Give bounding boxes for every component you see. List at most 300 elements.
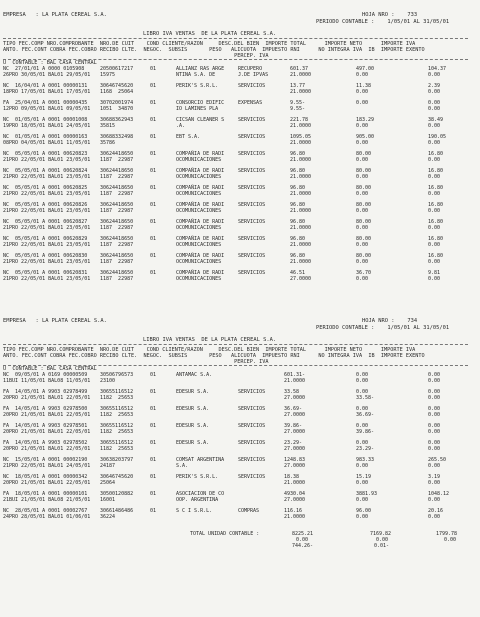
cell-b2: 15975 [100,72,116,78]
total-net: 7169.82 [370,531,392,537]
cell-a2: 21PRO 22/05/01 BAL01 23/05/01 [3,225,91,231]
column-headers-1: TIPO FEC.COMP NRO.COMPROBANTE NRO.DE CUIT COND CLIENTE/RAZON DESC.DEL BIEN IMPORTE TOTAL IMPORTE NETO IMPORTE IVA [3,347,416,353]
cell-e: SERVICIOS [238,117,266,123]
cell-f2: 21.0000 [290,123,312,129]
cell-a2: 18PRO 17/05/01 BAL01 17/05/01 [3,89,91,95]
cell-a: NC 01/05/01 A 0001 00001008 [3,117,88,123]
total-amount-2: 0.00 [296,537,309,543]
cell-g2: 0.00 [356,480,369,486]
cell-h2: 0.00 [428,106,441,112]
cell-f2: 27.0000 [284,412,306,418]
cell-h2: 0.00 [428,140,441,146]
cell-c: 01 [150,406,157,412]
cell-c: 01 [150,83,157,89]
cell-e: SERVICIOS [238,406,266,412]
cell-f2: 27.0000 [284,463,306,469]
cell-g: 80.00 [356,236,372,242]
cell-f2: 21.0000 [290,225,312,231]
cell-b: 30688332498 [100,134,134,140]
cell-a: NC 05/05/01 A 0001 00620823 [3,151,88,157]
cell-a: NC 09/05/01 A 0169 00000509 [3,372,88,378]
table-row [0,67,480,84]
cell-g2: 0.00 [356,191,369,197]
cell-b: 30624418650 [100,185,134,191]
cell-b2: 1182 25653 [100,429,134,435]
cell-c: 01 [150,66,157,72]
cell-h2: 0.00 [428,72,441,78]
cell-e: SERVICIOS [238,423,266,429]
cell-c: 01 [150,117,157,123]
cell-f: 96.80 [290,219,306,225]
cell-b: 30655116512 [100,423,134,429]
cell-g: 0.00 [356,423,369,429]
cell-d2: OCOMUNICACIONES [176,208,222,214]
cell-d: CONSORCIO EDIFIC [176,100,225,106]
cell-e: SERVICIOS [238,457,266,463]
cell-f2: 21.0000 [290,191,312,197]
cell-e: SERVICIOS [238,236,266,242]
cell-d: ALLIANZ RAS ARGE [176,66,225,72]
cell-g: 80.00 [356,253,372,259]
cell-c: 01 [150,440,157,446]
accounting-unit: U CONTABLE : BAL CASA CENTRAL [3,366,97,372]
cell-c: 01 [150,236,157,242]
cell-d: COMPAÑIA DE RADI [176,219,225,225]
cell-a2: 24PRO 28/05/01 BAL01 01/06/01 [3,514,91,520]
cell-a2: 21PRO 22/05/01 BAL01 23/05/01 [3,259,91,265]
cell-d: COMPAÑIA DE RADI [176,168,225,174]
table-row [0,441,480,458]
cell-f: 1095.05 [290,134,312,140]
cell-b2: 1187 22987 [100,242,134,248]
cell-d: COMPAÑIA DE RADI [176,270,225,276]
total-iva-2: 0.00 [444,537,457,543]
cell-b2: 36224 [100,514,116,520]
cell-a2: 21PRO 22/05/01 BAL01 23/05/01 [3,191,91,197]
cell-f2: 21.0000 [290,242,312,248]
cell-f2: 21.0000 [290,72,312,78]
cell-e: SERVICIOS [238,440,266,446]
table-row [0,407,480,424]
cell-g: 0.00 [356,440,369,446]
cell-h2: 0.00 [428,395,441,401]
cell-h: 1048.12 [428,491,450,497]
cell-h2: 0.00 [428,174,441,180]
cell-b: 30655116512 [100,440,134,446]
cell-g2: 0.00 [356,497,369,503]
cell-g2: 0.00 [356,378,369,384]
cell-h: 190.05 [428,134,447,140]
cell-b: 30702001974 [100,100,134,106]
cell-a: NC 05/05/01 A 0001 00620827 [3,219,88,225]
cell-h2: 0.00 [428,208,441,214]
cell-a: NC 15/05/01 A 0001 00002190 [3,457,88,463]
cell-f: 39.86- [284,423,303,429]
cell-h: 16.80 [428,202,444,208]
header-rule [3,344,468,345]
cell-h: 0.00 [428,372,441,378]
cell-g2: 0.00 [356,72,369,78]
table-row [0,84,480,101]
cell-b2: 1187 22987 [100,208,134,214]
column-headers-2: ANTO. FEC.CONT COBRA FEC.COBRO RECIBO CLTE. NEGOC. SUBSIS PESO ALICUOTA IMPUESTO RNI NO INTEGRA IVA IB IMPORTE EXENTO [3,353,425,359]
cell-f2: 27.0000 [284,446,306,452]
cell-g: 3881.93 [356,491,378,497]
cell-h: 0.00 [428,406,441,412]
cell-b: 30624418650 [100,253,134,259]
cell-g: 0.00 [356,100,369,106]
cell-d: EDESUR S.A. [176,406,210,412]
totals-label: TOTAL UNIDAD CONTABLE : [190,531,260,537]
cell-d: PERIK'S S.R.L. [176,83,219,89]
cell-h: 16.80 [428,253,444,259]
cell-c: 01 [150,134,157,140]
cell-e: SERVICIOS [238,83,266,89]
cell-d2: OCOMUNICACIONES [176,259,222,265]
company-line: EMPRESA : LA PLATA CEREAL S.A. [3,12,107,18]
cell-h2: 0.00 [428,412,441,418]
cell-g2: 0.00 [356,242,369,248]
cell-f: 96.80 [290,151,306,157]
cell-g2: 0.00 [356,514,369,520]
cell-g2: 36.69- [356,412,375,418]
cell-e: COMPRAS [238,508,260,514]
cell-f: 1248.83 [284,457,306,463]
cell-b2: 35786 [100,140,116,146]
cell-h2: 0.00 [428,225,441,231]
cell-g2: 33.58- [356,395,375,401]
cell-g: 0.00 [356,389,369,395]
cell-d: EDESUR S.A. [176,423,210,429]
cell-a: NC 18/05/01 A 0001 00000342 [3,474,88,480]
cell-h2: 0.00 [428,463,441,469]
cell-b: 20500617217 [100,66,134,72]
cell-a: NC 05/05/01 A 0001 00620826 [3,202,88,208]
cell-g2: 0.00 [356,140,369,146]
cell-b: 30638203797 [100,457,134,463]
cell-b2: 1168 25064 [100,89,134,95]
cell-f2: 21.0000 [290,157,312,163]
cell-a2: 21PRO 22/05/01 BAL01 23/05/01 [3,208,91,214]
cell-b2: 1187 22987 [100,276,134,282]
cell-d2: OCOMUNICACIONES [176,157,222,163]
cell-b: 30655116512 [100,406,134,412]
cell-g: 80.00 [356,202,372,208]
table-row [0,424,480,441]
cell-a2: 20PRO 21/05/01 BAL01 22/05/01 [3,395,91,401]
cell-a2: 12PRO 09/05/01 BAL01 09/05/01 [3,106,91,112]
cell-h2: 0.00 [428,242,441,248]
cell-g2: 0.00 [356,157,369,163]
cell-b2: 1187 22987 [100,174,134,180]
cell-f: 116.16 [284,508,303,514]
cell-f2: 21.0000 [284,514,306,520]
cell-e2: J.DE IPVAS [238,72,269,78]
cell-d: S C I S.R.L. [176,508,213,514]
cell-c: 01 [150,389,157,395]
cell-b2: 1187 22987 [100,225,134,231]
cell-b2: 1051 34870 [100,106,134,112]
cell-b: 30646745620 [100,474,134,480]
cell-d2: IO LAMINES PLA [176,106,219,112]
cell-c: 01 [150,474,157,480]
column-headers-2: ANTO. FEC.CONT COBRA FEC.COBRO RECIBO CLTE. NEGOC. SUBSIS PESO ALICUOTA IMPUESTO RNI NO INTEGRA IVA IB IMPORTE EXENTO [3,47,425,53]
cell-b2: 35815 [100,123,116,129]
cell-g: 0.00 [356,406,369,412]
cell-h: 3.19 [428,474,441,480]
cell-c: 01 [150,202,157,208]
cell-d2: OCOMUNICACIONES [176,174,222,180]
cell-f: 96.80 [290,253,306,259]
cell-h: 9.81 [428,270,441,276]
cell-b2: 1182 25653 [100,395,134,401]
cell-a: NC 05/05/01 A 0001 00620831 [3,270,88,276]
cell-a2: 20PRO 21/05/01 BAL01 22/05/01 [3,429,91,435]
table-row [0,492,480,509]
cell-c: 01 [150,372,157,378]
accounting-period: PERIODO CONTABLE : 1/05/01 AL 31/05/01 [316,325,450,331]
cell-g: 80.00 [356,168,372,174]
cell-a2: 21PRO 22/05/01 BAL01 23/05/01 [3,174,91,180]
cell-b2: 23100 [100,378,116,384]
cell-f: 4930.04 [284,491,306,497]
cell-g: 80.00 [356,219,372,225]
cell-d2: OCOMUNICACIONES [176,191,222,197]
cell-e: SERVICIOS [238,389,266,395]
cell-g2: 23.29- [356,446,375,452]
cell-d2: OCOMUNICACIONES [176,225,222,231]
cell-f: 36.69- [284,406,303,412]
cell-h: 16.80 [428,151,444,157]
cell-f: 33.58 [284,389,300,395]
cell-b2: 1187 22987 [100,191,134,197]
cell-g: 11.38 [356,83,372,89]
column-headers-3: PERCEP. IVA [3,359,269,365]
cell-c: 01 [150,219,157,225]
cell-e: SERVICIOS [238,474,266,480]
cell-d: EBT S.A. [176,134,201,140]
table-row [0,220,480,237]
cell-b: 30655116512 [100,389,134,395]
cell-g2: 0.00 [356,174,369,180]
cell-f2: 27.0000 [284,429,306,435]
cell-a: NC 01/05/01 A 0001 00000163 [3,134,88,140]
cell-a: FA 14/05/01 A 9903 02978500 [3,406,88,412]
table-row [0,135,480,152]
cell-h: 16.80 [428,185,444,191]
cell-h: 20.16 [428,508,444,514]
cell-c: 01 [150,457,157,463]
cell-h: 16.80 [428,236,444,242]
cell-b: 30624418650 [100,219,134,225]
cell-b: 30624418650 [100,236,134,242]
cell-f: 13.77 [290,83,306,89]
cell-h2: 0.00 [428,276,441,282]
cell-b2: 1187 22987 [100,157,134,163]
cell-a: NC 27/01/01 A 0000 0105908 [3,66,85,72]
cell-a2: 20PRO 21/05/01 BAL01 22/05/01 [3,446,91,452]
cell-g2: 0.00 [356,463,369,469]
cell-e: SERVICIOS [238,270,266,276]
table-row [0,118,480,135]
cell-h: 104.37 [428,66,447,72]
table-row [0,203,480,220]
cell-f2: 21.0000 [284,480,306,486]
cell-a2: 20PRO 21/05/01 BAL01 22/05/01 [3,412,91,418]
cell-h2: 0.00 [428,191,441,197]
cell-g: 497.00 [356,66,375,72]
cell-b: 30500120882 [100,491,134,497]
cell-g2: 0.00 [356,259,369,265]
cell-d2: OCOMUNICACIONES [176,242,222,248]
cell-f2: 27.0000 [284,395,306,401]
cell-b2: 1187 22987 [100,259,134,265]
total-net-3: 0.01- [374,543,390,549]
table-row [0,509,480,526]
cell-e: SERVICIOS [238,168,266,174]
cell-h2: 0.00 [428,123,441,129]
cell-e: SERVICIOS [238,134,266,140]
sheet-number: HOJA NRO : 734 [362,318,418,324]
company-line: EMPRESA : LA PLATA CEREAL S.A. [3,318,107,324]
cell-h2: 0.00 [428,446,441,452]
cell-f: 601.37 [290,66,309,72]
cell-a: NC 28/05/01 A 0001 00002767 [3,508,88,514]
cell-b: 30646745620 [100,83,134,89]
cell-d2: S.A. [176,463,189,469]
cell-b2: 1182 25653 [100,412,134,418]
cell-d2: .A. [176,123,186,129]
cell-a2: 26PRO 30/05/01 BAL01 29/05/01 [3,72,91,78]
accounting-unit: U CONTABLE : BAL CASA CENTRAL [3,60,97,66]
cell-f: 96.80 [290,185,306,191]
total-net-2: 0.00 [376,537,389,543]
cell-g2: 0.00 [356,123,369,129]
cell-a: NC 05/05/01 A 0001 00620829 [3,236,88,242]
cell-h: 0.00 [428,389,441,395]
cell-f2: 21.0000 [290,140,312,146]
cell-b: 30624418650 [100,168,134,174]
cell-d: COMPAÑIA DE RADI [176,253,225,259]
table-row [0,271,480,288]
cell-d: CICSAN CLEANER S [176,117,225,123]
cell-g2: 0.00 [356,225,369,231]
cell-h: 2.39 [428,83,441,89]
table-row [0,475,480,492]
cell-g: 96.00 [356,508,372,514]
cell-c: 01 [150,508,157,514]
cell-f: 46.51 [290,270,306,276]
cell-h2: 0.00 [428,497,441,503]
cell-c: 01 [150,270,157,276]
cell-c: 01 [150,185,157,191]
cell-d: COMPAÑIA DE RADI [176,151,225,157]
cell-d: ASOCIACION DE CO [176,491,225,497]
column-headers-3: PERCEP. IVA [3,53,269,59]
total-amount-3: 744.26- [292,543,314,549]
cell-h2: 0.00 [428,480,441,486]
book-title: LIBRO IVA VENTAS DE LA PLATA CEREAL S.A. [143,337,277,343]
cell-g2: 0.00 [356,208,369,214]
cell-g2: 0.00 [356,276,369,282]
cell-g: 15.19 [356,474,372,480]
cell-d: PERIK'S S.R.L. [176,474,219,480]
cell-c: 01 [150,151,157,157]
table-row [0,101,480,118]
cell-f2: 21.0000 [290,259,312,265]
cell-f: 96.80 [290,202,306,208]
cell-d: COMPAÑIA DE RADI [176,236,225,242]
table-row [0,169,480,186]
cell-a2: 21PRO 22/05/01 BAL01 23/05/01 [3,276,91,282]
cell-g: 80.00 [356,185,372,191]
cell-d: EDESUR S.A. [176,440,210,446]
cell-d: COMSAT ARGENTINA [176,457,225,463]
cell-f2: 9.55- [290,106,306,112]
cell-a2: 21BUI 21/05/01 BAL08 21/05/01 [3,497,91,503]
cell-f: 23.29- [284,440,303,446]
cell-e: RECUPERO [238,66,263,72]
cell-g2: 0.00 [356,89,369,95]
cell-a: NC 16/04/01 A 0001 00000131 [3,83,88,89]
cell-b2: 25064 [100,480,116,486]
cell-b: 30624418650 [100,270,134,276]
cell-c: 01 [150,168,157,174]
cell-e: SERVICIOS [238,219,266,225]
cell-h: 0.00 [428,440,441,446]
table-row [0,254,480,271]
cell-a: FA 14/05/01 A 9903 02978502 [3,440,88,446]
cell-f2: 21.0000 [290,89,312,95]
cell-b2: 1182 25653 [100,446,134,452]
cell-c: 01 [150,491,157,497]
cell-b2: 16001 [100,497,116,503]
cell-b: 30624418650 [100,151,134,157]
cell-d: COMPAÑIA DE RADI [176,202,225,208]
cell-f2: 27.0000 [284,497,306,503]
cell-h2: 0.00 [428,157,441,163]
cell-h2: 0.00 [428,514,441,520]
total-amount: 8225.21 [292,531,314,537]
cell-c: 01 [150,423,157,429]
cell-h2: 0.00 [428,259,441,265]
header-rule [3,38,468,39]
cell-h2: 0.00 [428,429,441,435]
cell-e: SERVICIOS [238,151,266,157]
cell-d2: OOP. ARGENTINA [176,497,219,503]
cell-a2: 19PRO 18/05/01 BAL01 24/05/01 [3,123,91,129]
cell-a: FA 18/05/01 A 0001 00000101 [3,491,88,497]
cell-b: 30661486486 [100,508,134,514]
cell-f2: 21.0000 [290,208,312,214]
cell-d2: OCOMUNICACIONES [176,276,222,282]
cell-h: 265.50 [428,457,447,463]
cell-f: 96.80 [290,168,306,174]
cell-h: 16.80 [428,168,444,174]
cell-a: FA 14/05/01 A 9903 02978499 [3,389,88,395]
cell-g: 183.29 [356,117,375,123]
cell-a2: 21PRO 22/05/01 BAL01 23/05/01 [3,157,91,163]
cell-a2: 20PRO 21/05/01 BAL01 22/05/01 [3,480,91,486]
cell-a: NC 05/05/01 A 0001 00620825 [3,185,88,191]
cell-b: 30506796573 [100,372,134,378]
cell-e: SERVICIOS [238,185,266,191]
cell-b: 30688362943 [100,117,134,123]
cell-a: NC 05/05/01 A 0001 00620824 [3,168,88,174]
cell-f2: 27.0000 [290,276,312,282]
cell-g2: 39.86- [356,429,375,435]
cell-d2: NTINA S.A. DE [176,72,216,78]
